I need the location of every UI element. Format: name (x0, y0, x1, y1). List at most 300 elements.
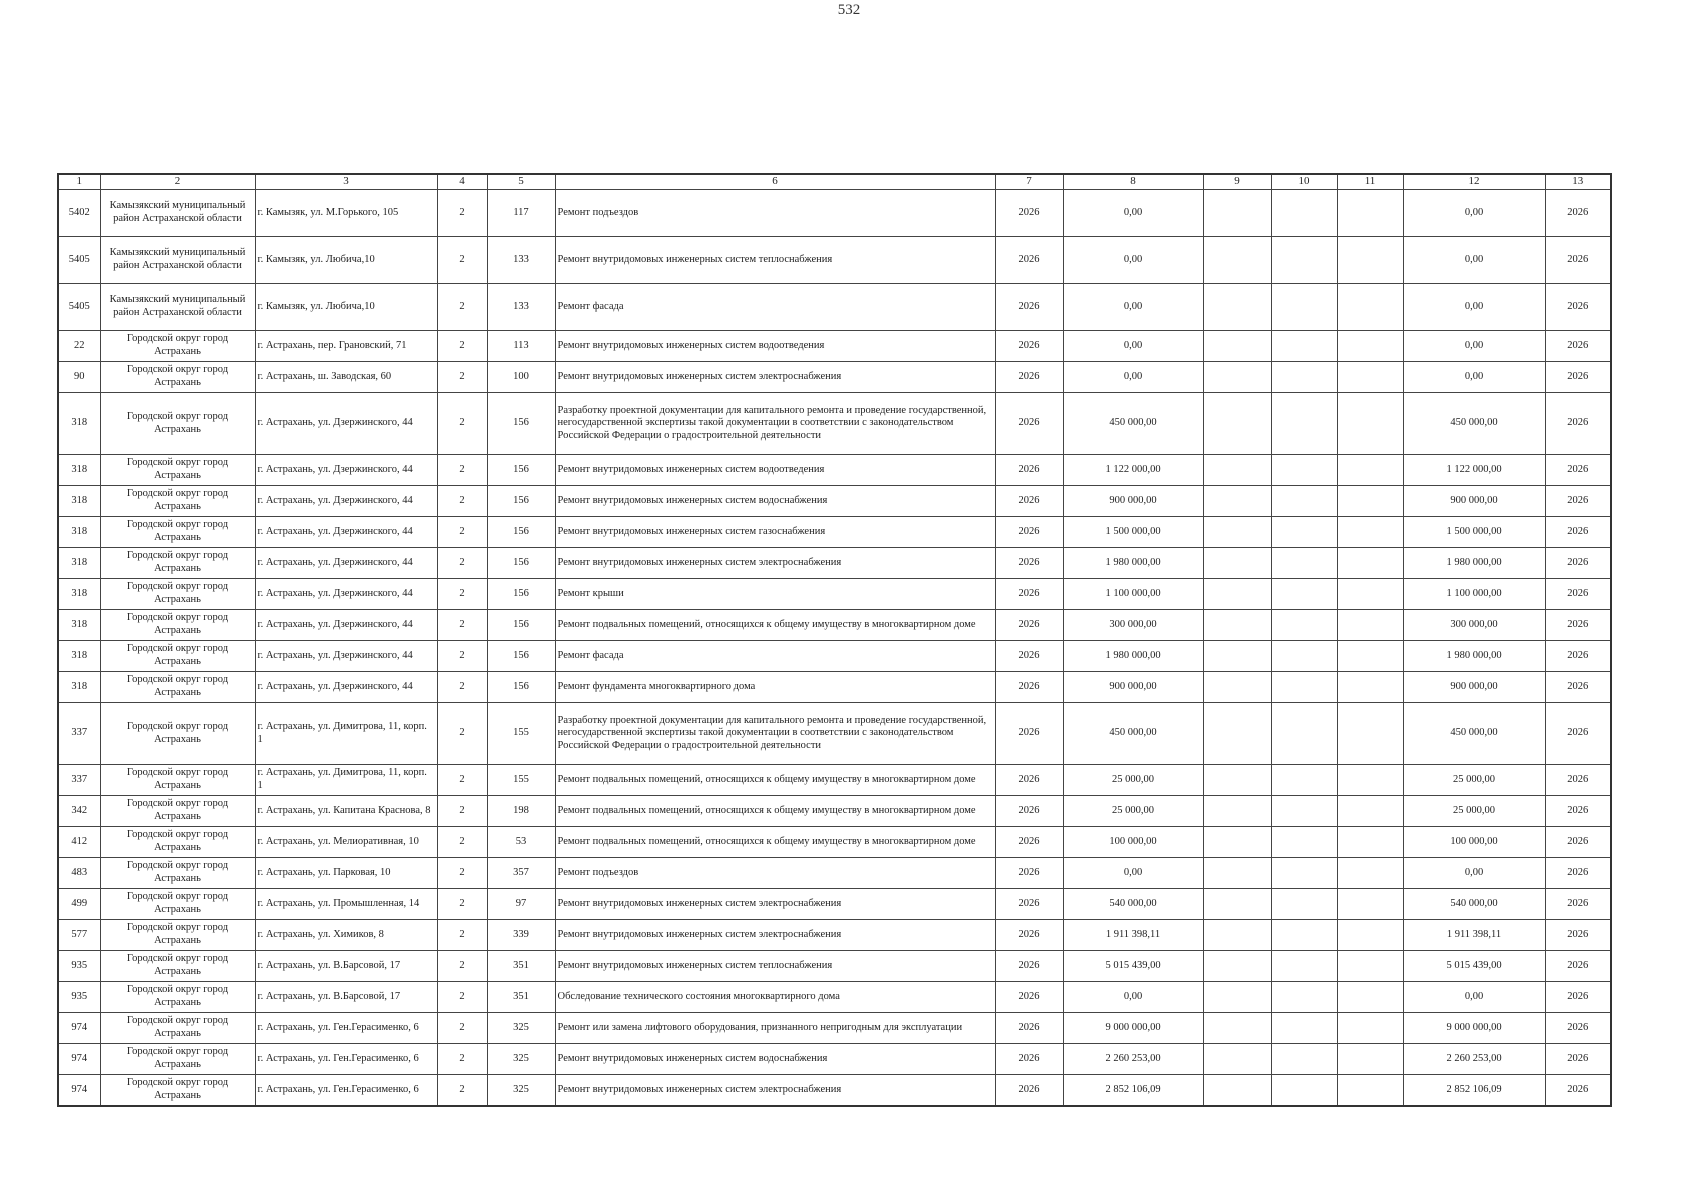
table-row (58, 455, 1611, 486)
municipality-cell: Городской округ город Астрахань (100, 517, 255, 548)
col9-value-cell (1203, 796, 1271, 827)
municipality-cell: Городской округ город Астрахань (100, 827, 255, 858)
municipality-cell: Городской округ город Астрахань (100, 765, 255, 796)
col11-value-cell (1337, 982, 1403, 1013)
col10-value-cell (1271, 548, 1337, 579)
col5-value-cell: 339 (487, 920, 555, 951)
end-year-cell: 2026 (1545, 579, 1611, 610)
column-number-2: 2 (100, 174, 255, 190)
address-cell: г. Астрахань, ул. Мелиоративная, 10 (255, 827, 437, 858)
municipality-cell: Городской округ город Астрахань (100, 610, 255, 641)
address-cell: г. Астрахань, ул. Химиков, 8 (255, 920, 437, 951)
municipality-cell: Камызякский муниципальный район Астраханской области (100, 284, 255, 331)
table-row (58, 920, 1611, 951)
work-type-cell: Ремонт внутридомовых инженерных систем теплоснабжения (555, 237, 995, 284)
column-number-6: 6 (555, 174, 995, 190)
address-cell: г. Астрахань, ул. Дзержинского, 44 (255, 641, 437, 672)
col5-value-cell: 156 (487, 486, 555, 517)
end-year-cell: 2026 (1545, 858, 1611, 889)
cost-total-cell: 450 000,00 (1063, 393, 1203, 455)
end-year-cell: 2026 (1545, 284, 1611, 331)
end-year-cell: 2026 (1545, 393, 1611, 455)
column-number-7: 7 (995, 174, 1063, 190)
address-cell: г. Астрахань, ул. Дзержинского, 44 (255, 486, 437, 517)
table-row (58, 362, 1611, 393)
table-row (58, 827, 1611, 858)
col11-value-cell (1337, 703, 1403, 765)
col11-value-cell (1337, 455, 1403, 486)
col4-value-cell: 2 (437, 796, 487, 827)
address-cell: г. Астрахань, ул. В.Барсовой, 17 (255, 982, 437, 1013)
work-type-cell: Ремонт внутридомовых инженерных систем водоотведения (555, 331, 995, 362)
col5-value-cell: 156 (487, 579, 555, 610)
column-number-8: 8 (1063, 174, 1203, 190)
work-type-cell: Ремонт подвальных помещений, относящихся к общему имуществу в многоквартирном доме (555, 765, 995, 796)
col5-value-cell: 155 (487, 703, 555, 765)
row-id-cell: 318 (58, 579, 100, 610)
start-year-cell: 2026 (995, 765, 1063, 796)
cost-total-cell: 1 100 000,00 (1063, 579, 1203, 610)
end-year-cell: 2026 (1545, 703, 1611, 765)
municipality-cell: Городской округ город Астрахань (100, 672, 255, 703)
start-year-cell: 2026 (995, 331, 1063, 362)
address-cell: г. Астрахань, ул. Ген.Герасименко, 6 (255, 1013, 437, 1044)
start-year-cell: 2026 (995, 982, 1063, 1013)
col9-value-cell (1203, 703, 1271, 765)
cost-fund-cell: 9 000 000,00 (1403, 1013, 1545, 1044)
col9-value-cell (1203, 889, 1271, 920)
start-year-cell: 2026 (995, 455, 1063, 486)
address-cell: г. Астрахань, ул. Капитана Краснова, 8 (255, 796, 437, 827)
end-year-cell: 2026 (1545, 951, 1611, 982)
cost-total-cell: 0,00 (1063, 331, 1203, 362)
col9-value-cell (1203, 982, 1271, 1013)
work-type-cell: Ремонт фасада (555, 641, 995, 672)
col9-value-cell (1203, 331, 1271, 362)
col9-value-cell (1203, 827, 1271, 858)
end-year-cell: 2026 (1545, 889, 1611, 920)
cost-total-cell: 0,00 (1063, 362, 1203, 393)
col5-value-cell: 357 (487, 858, 555, 889)
start-year-cell: 2026 (995, 641, 1063, 672)
table-row (58, 486, 1611, 517)
cost-total-cell: 540 000,00 (1063, 889, 1203, 920)
col11-value-cell (1337, 1044, 1403, 1075)
municipality-cell: Городской округ город Астрахань (100, 579, 255, 610)
start-year-cell: 2026 (995, 920, 1063, 951)
cost-total-cell: 25 000,00 (1063, 765, 1203, 796)
col9-value-cell (1203, 579, 1271, 610)
col5-value-cell: 155 (487, 765, 555, 796)
end-year-cell: 2026 (1545, 1075, 1611, 1107)
cost-total-cell: 5 015 439,00 (1063, 951, 1203, 982)
table-row (58, 765, 1611, 796)
column-number-5: 5 (487, 174, 555, 190)
cost-fund-cell: 1 911 398,11 (1403, 920, 1545, 951)
col11-value-cell (1337, 610, 1403, 641)
row-id-cell: 935 (58, 951, 100, 982)
col9-value-cell (1203, 672, 1271, 703)
municipality-cell: Камызякский муниципальный район Астраханской области (100, 190, 255, 237)
start-year-cell: 2026 (995, 672, 1063, 703)
col5-value-cell: 117 (487, 190, 555, 237)
municipality-cell: Городской округ город Астрахань (100, 796, 255, 827)
end-year-cell: 2026 (1545, 796, 1611, 827)
table-row (58, 1013, 1611, 1044)
municipality-cell: Городской округ город Астрахань (100, 1075, 255, 1107)
row-id-cell: 318 (58, 517, 100, 548)
work-type-cell: Ремонт внутридомовых инженерных систем газоснабжения (555, 517, 995, 548)
col4-value-cell: 2 (437, 672, 487, 703)
col10-value-cell (1271, 579, 1337, 610)
address-cell: г. Астрахань, ул. Ген.Герасименко, 6 (255, 1075, 437, 1107)
column-number-row (58, 174, 1611, 190)
col9-value-cell (1203, 362, 1271, 393)
work-type-cell: Ремонт фасада (555, 284, 995, 331)
row-id-cell: 5405 (58, 284, 100, 331)
cost-fund-cell: 1 122 000,00 (1403, 455, 1545, 486)
start-year-cell: 2026 (995, 517, 1063, 548)
col10-value-cell (1271, 1013, 1337, 1044)
row-id-cell: 499 (58, 889, 100, 920)
municipality-cell: Городской округ город Астрахань (100, 548, 255, 579)
row-id-cell: 935 (58, 982, 100, 1013)
municipality-cell: Городской округ город Астрахань (100, 951, 255, 982)
start-year-cell: 2026 (995, 703, 1063, 765)
col4-value-cell: 2 (437, 1044, 487, 1075)
col10-value-cell (1271, 672, 1337, 703)
municipality-cell: Городской округ город Астрахань (100, 889, 255, 920)
row-id-cell: 483 (58, 858, 100, 889)
col9-value-cell (1203, 765, 1271, 796)
address-cell: г. Астрахань, ул. Дзержинского, 44 (255, 517, 437, 548)
municipality-cell: Городской округ город Астрахань (100, 455, 255, 486)
municipality-cell: Городской округ город Астрахань (100, 982, 255, 1013)
col5-value-cell: 156 (487, 672, 555, 703)
col4-value-cell: 2 (437, 858, 487, 889)
cost-fund-cell: 1 500 000,00 (1403, 517, 1545, 548)
cost-total-cell: 0,00 (1063, 982, 1203, 1013)
col4-value-cell: 2 (437, 920, 487, 951)
table-row (58, 641, 1611, 672)
cost-total-cell: 1 980 000,00 (1063, 548, 1203, 579)
end-year-cell: 2026 (1545, 237, 1611, 284)
address-cell: г. Астрахань, ул. Дзержинского, 44 (255, 579, 437, 610)
col5-value-cell: 97 (487, 889, 555, 920)
cost-total-cell: 1 980 000,00 (1063, 641, 1203, 672)
col10-value-cell (1271, 362, 1337, 393)
row-id-cell: 974 (58, 1013, 100, 1044)
col10-value-cell (1271, 951, 1337, 982)
cost-fund-cell: 25 000,00 (1403, 765, 1545, 796)
cost-total-cell: 25 000,00 (1063, 796, 1203, 827)
col4-value-cell: 2 (437, 579, 487, 610)
municipality-cell: Городской округ город Астрахань (100, 486, 255, 517)
work-type-cell: Ремонт внутридомовых инженерных систем водоснабжения (555, 486, 995, 517)
col5-value-cell: 133 (487, 237, 555, 284)
address-cell: г. Астрахань, ул. Димитрова, 11, корп. 1 (255, 703, 437, 765)
end-year-cell: 2026 (1545, 827, 1611, 858)
cost-total-cell: 0,00 (1063, 284, 1203, 331)
col11-value-cell (1337, 393, 1403, 455)
table-row (58, 951, 1611, 982)
col10-value-cell (1271, 331, 1337, 362)
end-year-cell: 2026 (1545, 1013, 1611, 1044)
repair-program-table (57, 173, 1612, 1107)
col9-value-cell (1203, 190, 1271, 237)
table-row (58, 190, 1611, 237)
address-cell: г. Камызяк, ул. Любича,10 (255, 237, 437, 284)
cost-fund-cell: 540 000,00 (1403, 889, 1545, 920)
col10-value-cell (1271, 284, 1337, 331)
col10-value-cell (1271, 455, 1337, 486)
end-year-cell: 2026 (1545, 362, 1611, 393)
work-type-cell: Ремонт внутридомовых инженерных систем теплоснабжения (555, 951, 995, 982)
row-id-cell: 412 (58, 827, 100, 858)
table-row (58, 703, 1611, 765)
row-id-cell: 577 (58, 920, 100, 951)
col10-value-cell (1271, 858, 1337, 889)
cost-total-cell: 2 852 106,09 (1063, 1075, 1203, 1107)
table-row (58, 610, 1611, 641)
col11-value-cell (1337, 920, 1403, 951)
col5-value-cell: 351 (487, 951, 555, 982)
municipality-cell: Городской округ город Астрахань (100, 1044, 255, 1075)
col4-value-cell: 2 (437, 765, 487, 796)
col4-value-cell: 2 (437, 393, 487, 455)
end-year-cell: 2026 (1545, 765, 1611, 796)
start-year-cell: 2026 (995, 1013, 1063, 1044)
col5-value-cell: 325 (487, 1075, 555, 1107)
col10-value-cell (1271, 641, 1337, 672)
col5-value-cell: 156 (487, 641, 555, 672)
work-type-cell: Ремонт внутридомовых инженерных систем электроснабжения (555, 362, 995, 393)
start-year-cell: 2026 (995, 610, 1063, 641)
col10-value-cell (1271, 920, 1337, 951)
col9-value-cell (1203, 1044, 1271, 1075)
cost-fund-cell: 2 852 106,09 (1403, 1075, 1545, 1107)
work-type-cell: Ремонт внутридомовых инженерных систем водоотведения (555, 455, 995, 486)
cost-total-cell: 900 000,00 (1063, 486, 1203, 517)
col4-value-cell: 2 (437, 517, 487, 548)
end-year-cell: 2026 (1545, 1044, 1611, 1075)
col4-value-cell: 2 (437, 548, 487, 579)
row-id-cell: 5402 (58, 190, 100, 237)
row-id-cell: 342 (58, 796, 100, 827)
col9-value-cell (1203, 920, 1271, 951)
col9-value-cell (1203, 237, 1271, 284)
col4-value-cell: 2 (437, 1075, 487, 1107)
col4-value-cell: 2 (437, 982, 487, 1013)
start-year-cell: 2026 (995, 284, 1063, 331)
col9-value-cell (1203, 284, 1271, 331)
cost-total-cell: 0,00 (1063, 237, 1203, 284)
col11-value-cell (1337, 548, 1403, 579)
col11-value-cell (1337, 1075, 1403, 1107)
address-cell: г. Камызяк, ул. Любича,10 (255, 284, 437, 331)
start-year-cell: 2026 (995, 796, 1063, 827)
col5-value-cell: 133 (487, 284, 555, 331)
address-cell: г. Астрахань, ул. В.Барсовой, 17 (255, 951, 437, 982)
col5-value-cell: 100 (487, 362, 555, 393)
cost-total-cell: 9 000 000,00 (1063, 1013, 1203, 1044)
col10-value-cell (1271, 982, 1337, 1013)
row-id-cell: 974 (58, 1075, 100, 1107)
col10-value-cell (1271, 486, 1337, 517)
start-year-cell: 2026 (995, 548, 1063, 579)
address-cell: г. Астрахань, ул. Дзержинского, 44 (255, 393, 437, 455)
col9-value-cell (1203, 951, 1271, 982)
col5-value-cell: 198 (487, 796, 555, 827)
start-year-cell: 2026 (995, 1044, 1063, 1075)
col5-value-cell: 351 (487, 982, 555, 1013)
col4-value-cell: 2 (437, 703, 487, 765)
cost-total-cell: 0,00 (1063, 190, 1203, 237)
col11-value-cell (1337, 796, 1403, 827)
row-id-cell: 318 (58, 393, 100, 455)
cost-fund-cell: 2 260 253,00 (1403, 1044, 1545, 1075)
col10-value-cell (1271, 889, 1337, 920)
work-type-cell: Разработку проектной документации для капитального ремонта и проведение государственной, негосударственной экспертизы такой документации в соответствии с законодательством Российской Федерации о градостроительной деятельности (555, 393, 995, 455)
col9-value-cell (1203, 393, 1271, 455)
municipality-cell: Городской округ город Астрахань (100, 703, 255, 765)
col5-value-cell: 156 (487, 393, 555, 455)
col4-value-cell: 2 (437, 284, 487, 331)
cost-fund-cell: 900 000,00 (1403, 672, 1545, 703)
col4-value-cell: 2 (437, 951, 487, 982)
work-type-cell: Ремонт подвальных помещений, относящихся к общему имуществу в многоквартирном доме (555, 827, 995, 858)
col11-value-cell (1337, 237, 1403, 284)
table-row (58, 284, 1611, 331)
col11-value-cell (1337, 486, 1403, 517)
end-year-cell: 2026 (1545, 641, 1611, 672)
work-type-cell: Ремонт или замена лифтового оборудования, признанного непригодным для эксплуатации (555, 1013, 995, 1044)
work-type-cell: Ремонт крыши (555, 579, 995, 610)
end-year-cell: 2026 (1545, 610, 1611, 641)
address-cell: г. Астрахань, ул. Промышленная, 14 (255, 889, 437, 920)
col5-value-cell: 156 (487, 455, 555, 486)
municipality-cell: Городской округ город Астрахань (100, 641, 255, 672)
cost-total-cell: 300 000,00 (1063, 610, 1203, 641)
work-type-cell: Разработку проектной документации для капитального ремонта и проведение государственной, негосударственной экспертизы такой документации в соответствии с законодательством Российской Федерации о градостроительной деятельности (555, 703, 995, 765)
start-year-cell: 2026 (995, 486, 1063, 517)
end-year-cell: 2026 (1545, 920, 1611, 951)
column-number-10: 10 (1271, 174, 1337, 190)
work-type-cell: Ремонт подъездов (555, 858, 995, 889)
address-cell: г. Астрахань, ул. Димитрова, 11, корп. 1 (255, 765, 437, 796)
row-id-cell: 337 (58, 703, 100, 765)
col4-value-cell: 2 (437, 827, 487, 858)
start-year-cell: 2026 (995, 858, 1063, 889)
cost-fund-cell: 1 980 000,00 (1403, 548, 1545, 579)
cost-fund-cell: 0,00 (1403, 190, 1545, 237)
col10-value-cell (1271, 1044, 1337, 1075)
cost-fund-cell: 0,00 (1403, 982, 1545, 1013)
end-year-cell: 2026 (1545, 517, 1611, 548)
cost-total-cell: 900 000,00 (1063, 672, 1203, 703)
table-row (58, 672, 1611, 703)
end-year-cell: 2026 (1545, 486, 1611, 517)
start-year-cell: 2026 (995, 827, 1063, 858)
table-row (58, 889, 1611, 920)
end-year-cell: 2026 (1545, 672, 1611, 703)
row-id-cell: 22 (58, 331, 100, 362)
col10-value-cell (1271, 765, 1337, 796)
cost-fund-cell: 0,00 (1403, 237, 1545, 284)
col10-value-cell (1271, 827, 1337, 858)
row-id-cell: 90 (58, 362, 100, 393)
col11-value-cell (1337, 672, 1403, 703)
column-number-1: 1 (58, 174, 100, 190)
cost-total-cell: 100 000,00 (1063, 827, 1203, 858)
municipality-cell: Камызякский муниципальный район Астраханской области (100, 237, 255, 284)
address-cell: г. Астрахань, пер. Грановский, 71 (255, 331, 437, 362)
address-cell: г. Астрахань, ул. Дзержинского, 44 (255, 610, 437, 641)
col10-value-cell (1271, 703, 1337, 765)
col9-value-cell (1203, 858, 1271, 889)
col11-value-cell (1337, 284, 1403, 331)
work-type-cell: Ремонт подъездов (555, 190, 995, 237)
end-year-cell: 2026 (1545, 548, 1611, 579)
col9-value-cell (1203, 1075, 1271, 1107)
row-id-cell: 5405 (58, 237, 100, 284)
start-year-cell: 2026 (995, 1075, 1063, 1107)
col4-value-cell: 2 (437, 641, 487, 672)
row-id-cell: 974 (58, 1044, 100, 1075)
municipality-cell: Городской округ город Астрахань (100, 1013, 255, 1044)
col9-value-cell (1203, 548, 1271, 579)
cost-fund-cell: 1 100 000,00 (1403, 579, 1545, 610)
address-cell: г. Астрахань, ул. Ген.Герасименко, 6 (255, 1044, 437, 1075)
end-year-cell: 2026 (1545, 455, 1611, 486)
col4-value-cell: 2 (437, 237, 487, 284)
work-type-cell: Ремонт внутридомовых инженерных систем электроснабжения (555, 889, 995, 920)
table-row (58, 1044, 1611, 1075)
municipality-cell: Городской округ город Астрахань (100, 331, 255, 362)
end-year-cell: 2026 (1545, 982, 1611, 1013)
address-cell: г. Астрахань, ул. Дзержинского, 44 (255, 672, 437, 703)
col11-value-cell (1337, 517, 1403, 548)
column-number-4: 4 (437, 174, 487, 190)
cost-total-cell: 1 911 398,11 (1063, 920, 1203, 951)
page-number: 532 (837, 2, 861, 18)
table-row (58, 796, 1611, 827)
column-number-12: 12 (1403, 174, 1545, 190)
municipality-cell: Городской округ город Астрахань (100, 362, 255, 393)
col11-value-cell (1337, 858, 1403, 889)
cost-fund-cell: 0,00 (1403, 858, 1545, 889)
cost-fund-cell: 0,00 (1403, 331, 1545, 362)
col4-value-cell: 2 (437, 331, 487, 362)
col11-value-cell (1337, 579, 1403, 610)
column-number-11: 11 (1337, 174, 1403, 190)
municipality-cell: Городской округ город Астрахань (100, 393, 255, 455)
address-cell: г. Астрахань, ул. Дзержинского, 44 (255, 548, 437, 579)
table-row (58, 331, 1611, 362)
col11-value-cell (1337, 827, 1403, 858)
municipality-cell: Городской округ город Астрахань (100, 920, 255, 951)
cost-total-cell: 1 500 000,00 (1063, 517, 1203, 548)
col5-value-cell: 156 (487, 517, 555, 548)
table-body (58, 190, 1611, 1107)
col5-value-cell: 156 (487, 610, 555, 641)
col5-value-cell: 53 (487, 827, 555, 858)
cost-total-cell: 450 000,00 (1063, 703, 1203, 765)
row-id-cell: 318 (58, 641, 100, 672)
col10-value-cell (1271, 190, 1337, 237)
address-cell: г. Камызяк, ул. М.Горького, 105 (255, 190, 437, 237)
col10-value-cell (1271, 393, 1337, 455)
